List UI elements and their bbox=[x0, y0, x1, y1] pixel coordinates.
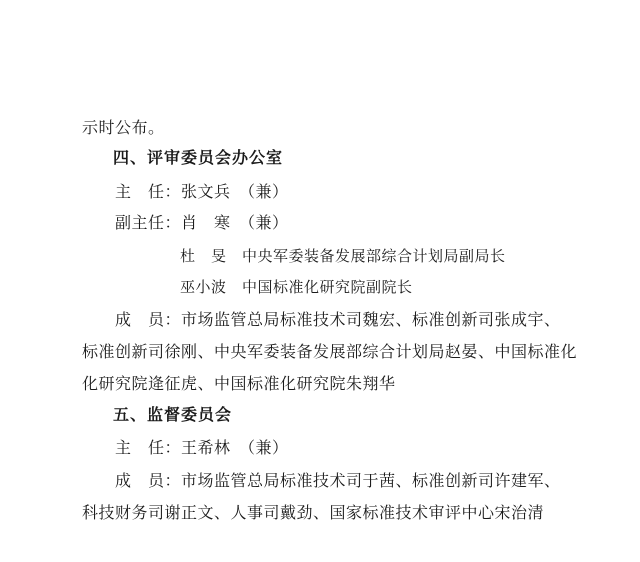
section-heading-review-office: 四、评审委员会办公室 bbox=[113, 148, 284, 167]
text-line-members-1: 成 员：市场监管总局标准技术司魏宏、标准创新司张成宇、 bbox=[115, 310, 561, 329]
text-line-director: 主 任：张文兵 （兼） bbox=[115, 182, 289, 201]
text-line-deputy-wu: 巫小波 中国标准化研究院副院长 bbox=[180, 278, 413, 296]
text-line-members-3: 化研究院逄征虎、中国标准化研究院朱翔华 bbox=[82, 374, 396, 393]
text-line-supervision-director: 主 任：王希林 （兼） bbox=[115, 438, 289, 457]
section-heading-supervision: 五、监督委员会 bbox=[113, 405, 233, 424]
text-line-continuation: 示时公布。 bbox=[82, 118, 165, 137]
text-line-members-2: 标准创新司徐刚、中央军委装备发展部综合计划局赵晏、中国标准化 bbox=[82, 342, 578, 361]
text-line-deputy-du: 杜 旻 中央军委装备发展部综合计划局副局长 bbox=[180, 247, 506, 265]
text-line-deputy-director: 副主任：肖 寒 （兼） bbox=[115, 213, 289, 232]
text-line-supervision-members-2: 科技财务司谢正文、人事司戴劲、国家标准技术审评中心宋治清 bbox=[82, 503, 545, 522]
text-line-supervision-members-1: 成 员：市场监管总局标准技术司于茜、标准创新司许建军、 bbox=[115, 471, 561, 490]
